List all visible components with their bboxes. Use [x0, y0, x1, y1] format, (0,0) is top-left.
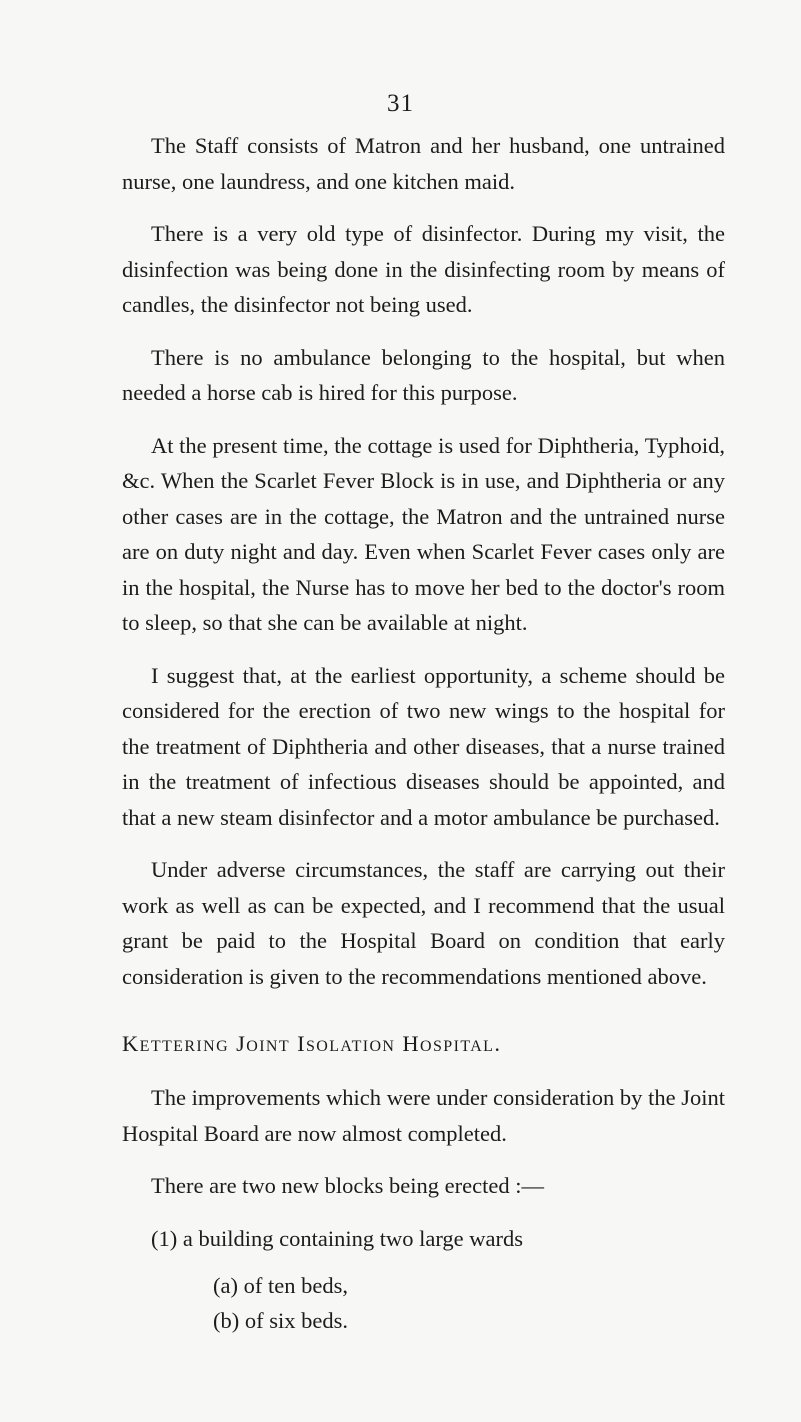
paragraph-staff: The Staff consists of Matron and her husband, one untrained nurse, one laundress, and one kitchen maid. — [122, 133, 725, 194]
sub-list-item: (b) of six beds. — [213, 1307, 348, 1333]
paragraph-disinfector: There is a very old type of disinfector. During my visit, the disinfection was being done in the disinfecting room by means of candles, the disinfector not being used. — [122, 221, 725, 317]
paragraph-cottage: At the present time, the cottage is used for Diphtheria, Typhoid, &c. When the Scarlet Fever Block is in use, and Diphtheria or any other cases are in the cottage, the Matron and the untrained nurse are on duty night and day. Even when Scarlet Fever cases only are in the hospital, the Nurse has to move her bed to the doctor's room to sleep, so that she can be available at night. — [122, 432, 725, 635]
paragraph-suggestion: I suggest that, at the earliest opportunity, a scheme should be considered for the erection of two new wings to the hospital for the treatment of Diphtheria and other diseases, that a nurse trained in the treatment of infectious diseases should be appointed, and that a new steam disinfector and a motor ambulance be purchased. — [122, 662, 725, 830]
body-text — [122, 128, 725, 1338]
list-item: (1) a building containing two large wards — [151, 1225, 523, 1251]
paragraph-new-blocks: There are two new blocks being erected :— — [151, 1173, 544, 1198]
page-number: 31 — [387, 90, 414, 117]
paragraph-recommendation: Under adverse circumstances, the staff are carrying out their work as well as can be expected, and I recommend that the usual grant be paid to the Hospital Board on condition that early consideration is given to the recommendations mentioned above. — [122, 857, 725, 989]
sub-list-item: (a) of ten beds, — [213, 1272, 348, 1298]
sub-list — [122, 1268, 725, 1338]
paragraph-ambulance: There is no ambulance belonging to the hospital, but when needed a horse cab is hired for this purpose. — [122, 344, 725, 405]
section-heading: Kettering Joint Isolation Hospital. — [122, 1031, 502, 1056]
paragraph-improvements: The improvements which were under consideration by the Joint Hospital Board are now almost completed. — [122, 1085, 725, 1146]
